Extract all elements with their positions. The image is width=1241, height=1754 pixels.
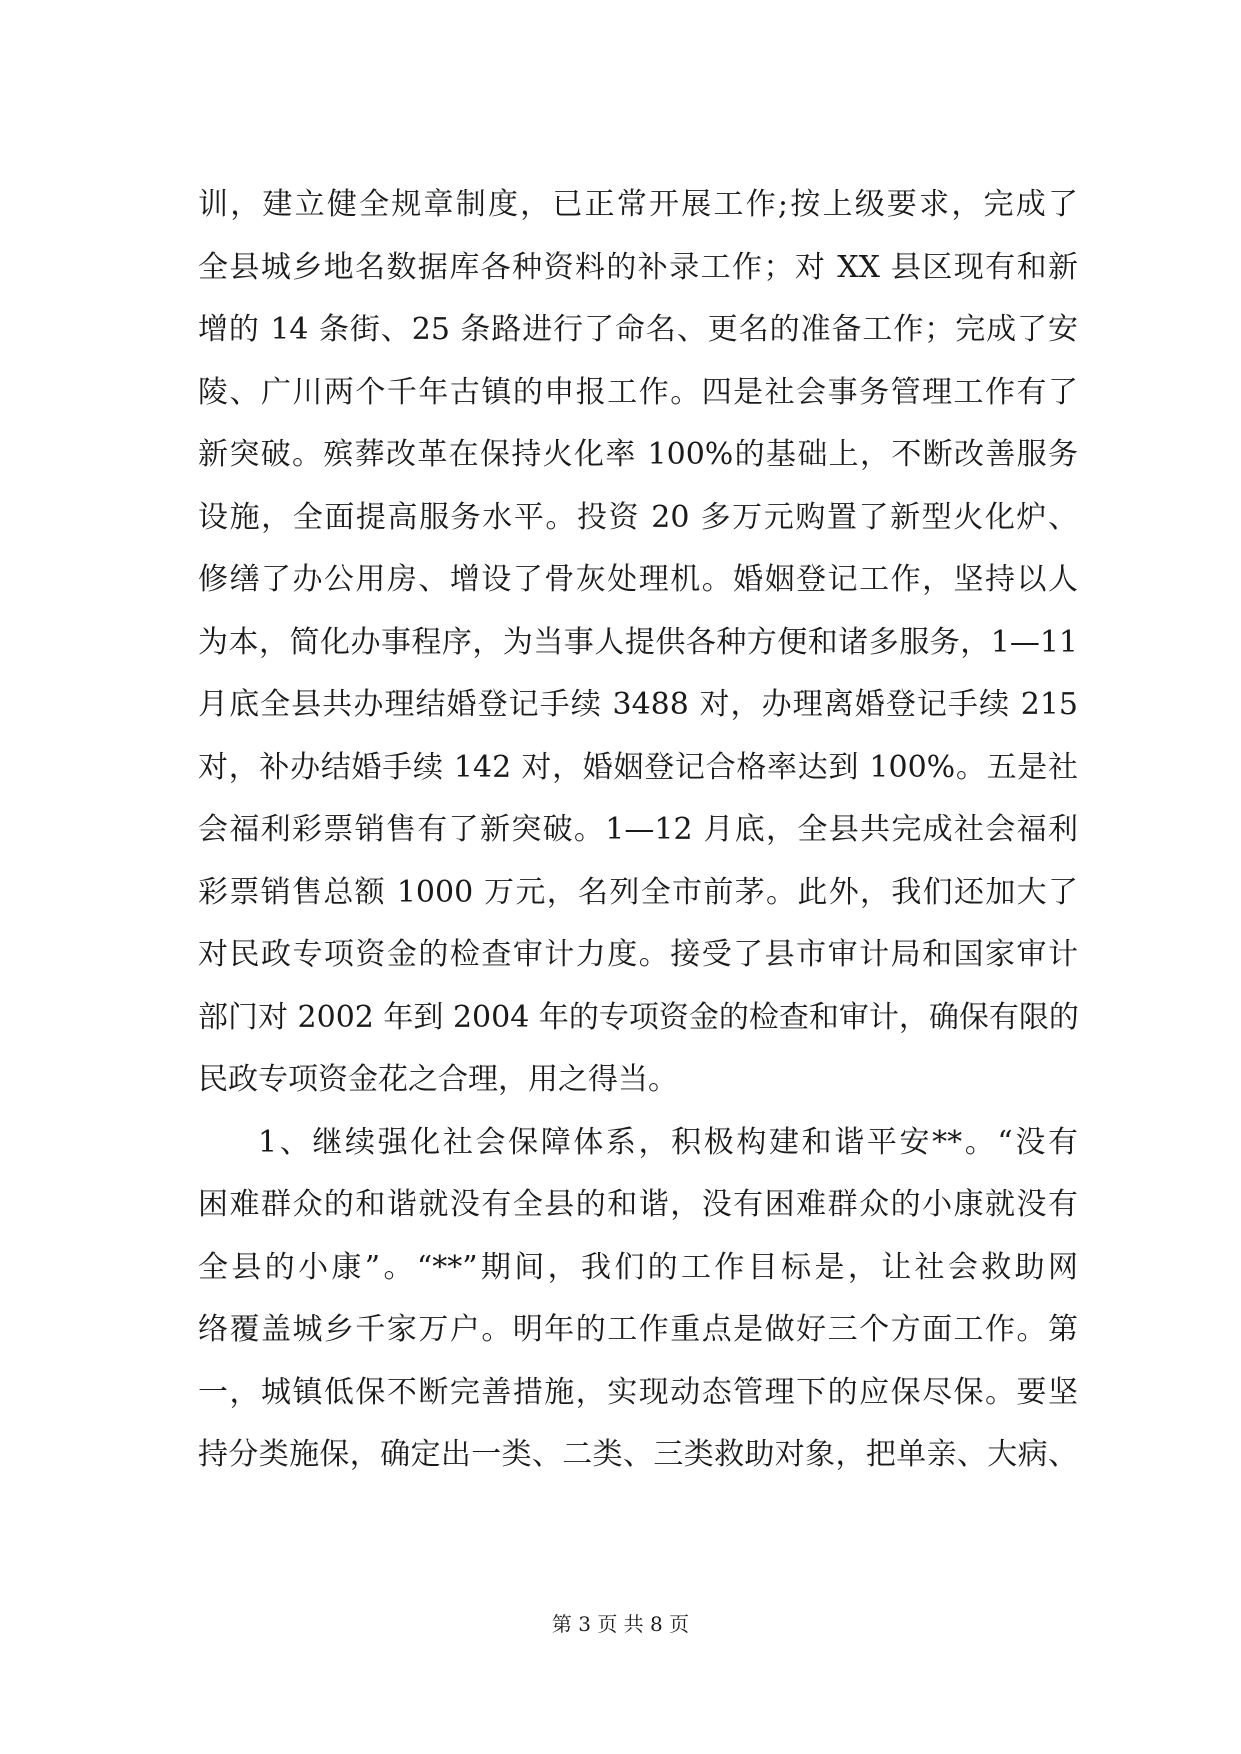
text-line: 为本，简化办事程序，为当事人提供各种方便和诸多服务，1—11: [198, 624, 1078, 660]
paragraph: [198, 174, 1078, 1112]
text-line: 设施，全面提高服务水平。投资 20 多万元购置了新型火化炉、: [198, 499, 1078, 535]
text-line: 部门对 2002 年到 2004 年的专项资金的检查和审计，确保有限的: [198, 999, 1079, 1035]
text-line: 持分类施保，确定出一类、二类、三类救助对象，把单亲、大病、: [198, 1437, 1078, 1472]
text-line: 困难群众的和谐就没有全县的和谐，没有困难群众的小康就没有: [198, 1187, 1078, 1222]
text-line: 对，补办结婚手续 142 对，婚姻登记合格率达到 100%。五是社: [198, 749, 1078, 785]
text-line: 训，建立健全规章制度，已正常开展工作;按上级要求，完成了: [198, 187, 1078, 222]
text-line: 修缮了办公用房、增设了骨灰处理机。婚姻登记工作，坚持以人: [198, 562, 1078, 597]
text-line: 月底全县共办理结婚登记手续 3488 对，办理离婚登记手续 215: [198, 687, 1078, 722]
text-line: 1、继续强化社会保障体系，积极构建和谐平安**。“没有: [258, 1124, 1078, 1160]
text-line: 新突破。殡葬改革在保持火化率 100%的基础上，不断改善服务: [198, 437, 1078, 472]
text-line: 民政专项资金花之合理，用之得当。: [198, 1062, 678, 1097]
document-body: [198, 174, 1078, 1487]
text-line: 增的 14 条街、25 条路进行了命名、更名的准备工作；完成了安: [198, 312, 1078, 347]
text-line: 全县的小康”。“**”期间，我们的工作目标是，让社会救助网: [198, 1249, 1078, 1285]
text-line: 陵、广川两个千年古镇的申报工作。四是社会事务管理工作有了: [198, 374, 1078, 410]
text-line: 会福利彩票销售有了新突破。1—12 月底，全县共完成社会福利: [198, 812, 1078, 847]
page-number-footer: 第 3 页 共 8 页: [551, 1612, 690, 1636]
text-line: 对民政专项资金的检查审计力度。接受了县市审计局和国家审计: [198, 937, 1078, 972]
text-line: 全县城乡地名数据库各种资料的补录工作；对 XX 县区现有和新: [198, 249, 1078, 285]
text-line: 络覆盖城乡千家万户。明年的工作重点是做好三个方面工作。第: [198, 1312, 1078, 1347]
paragraph: [198, 1112, 1078, 1487]
text-line: 彩票销售总额 1000 万元，名列全市前茅。此外，我们还加大了: [198, 874, 1078, 910]
text-line: 一，城镇低保不断完善措施，实现动态管理下的应保尽保。要坚: [198, 1374, 1078, 1410]
